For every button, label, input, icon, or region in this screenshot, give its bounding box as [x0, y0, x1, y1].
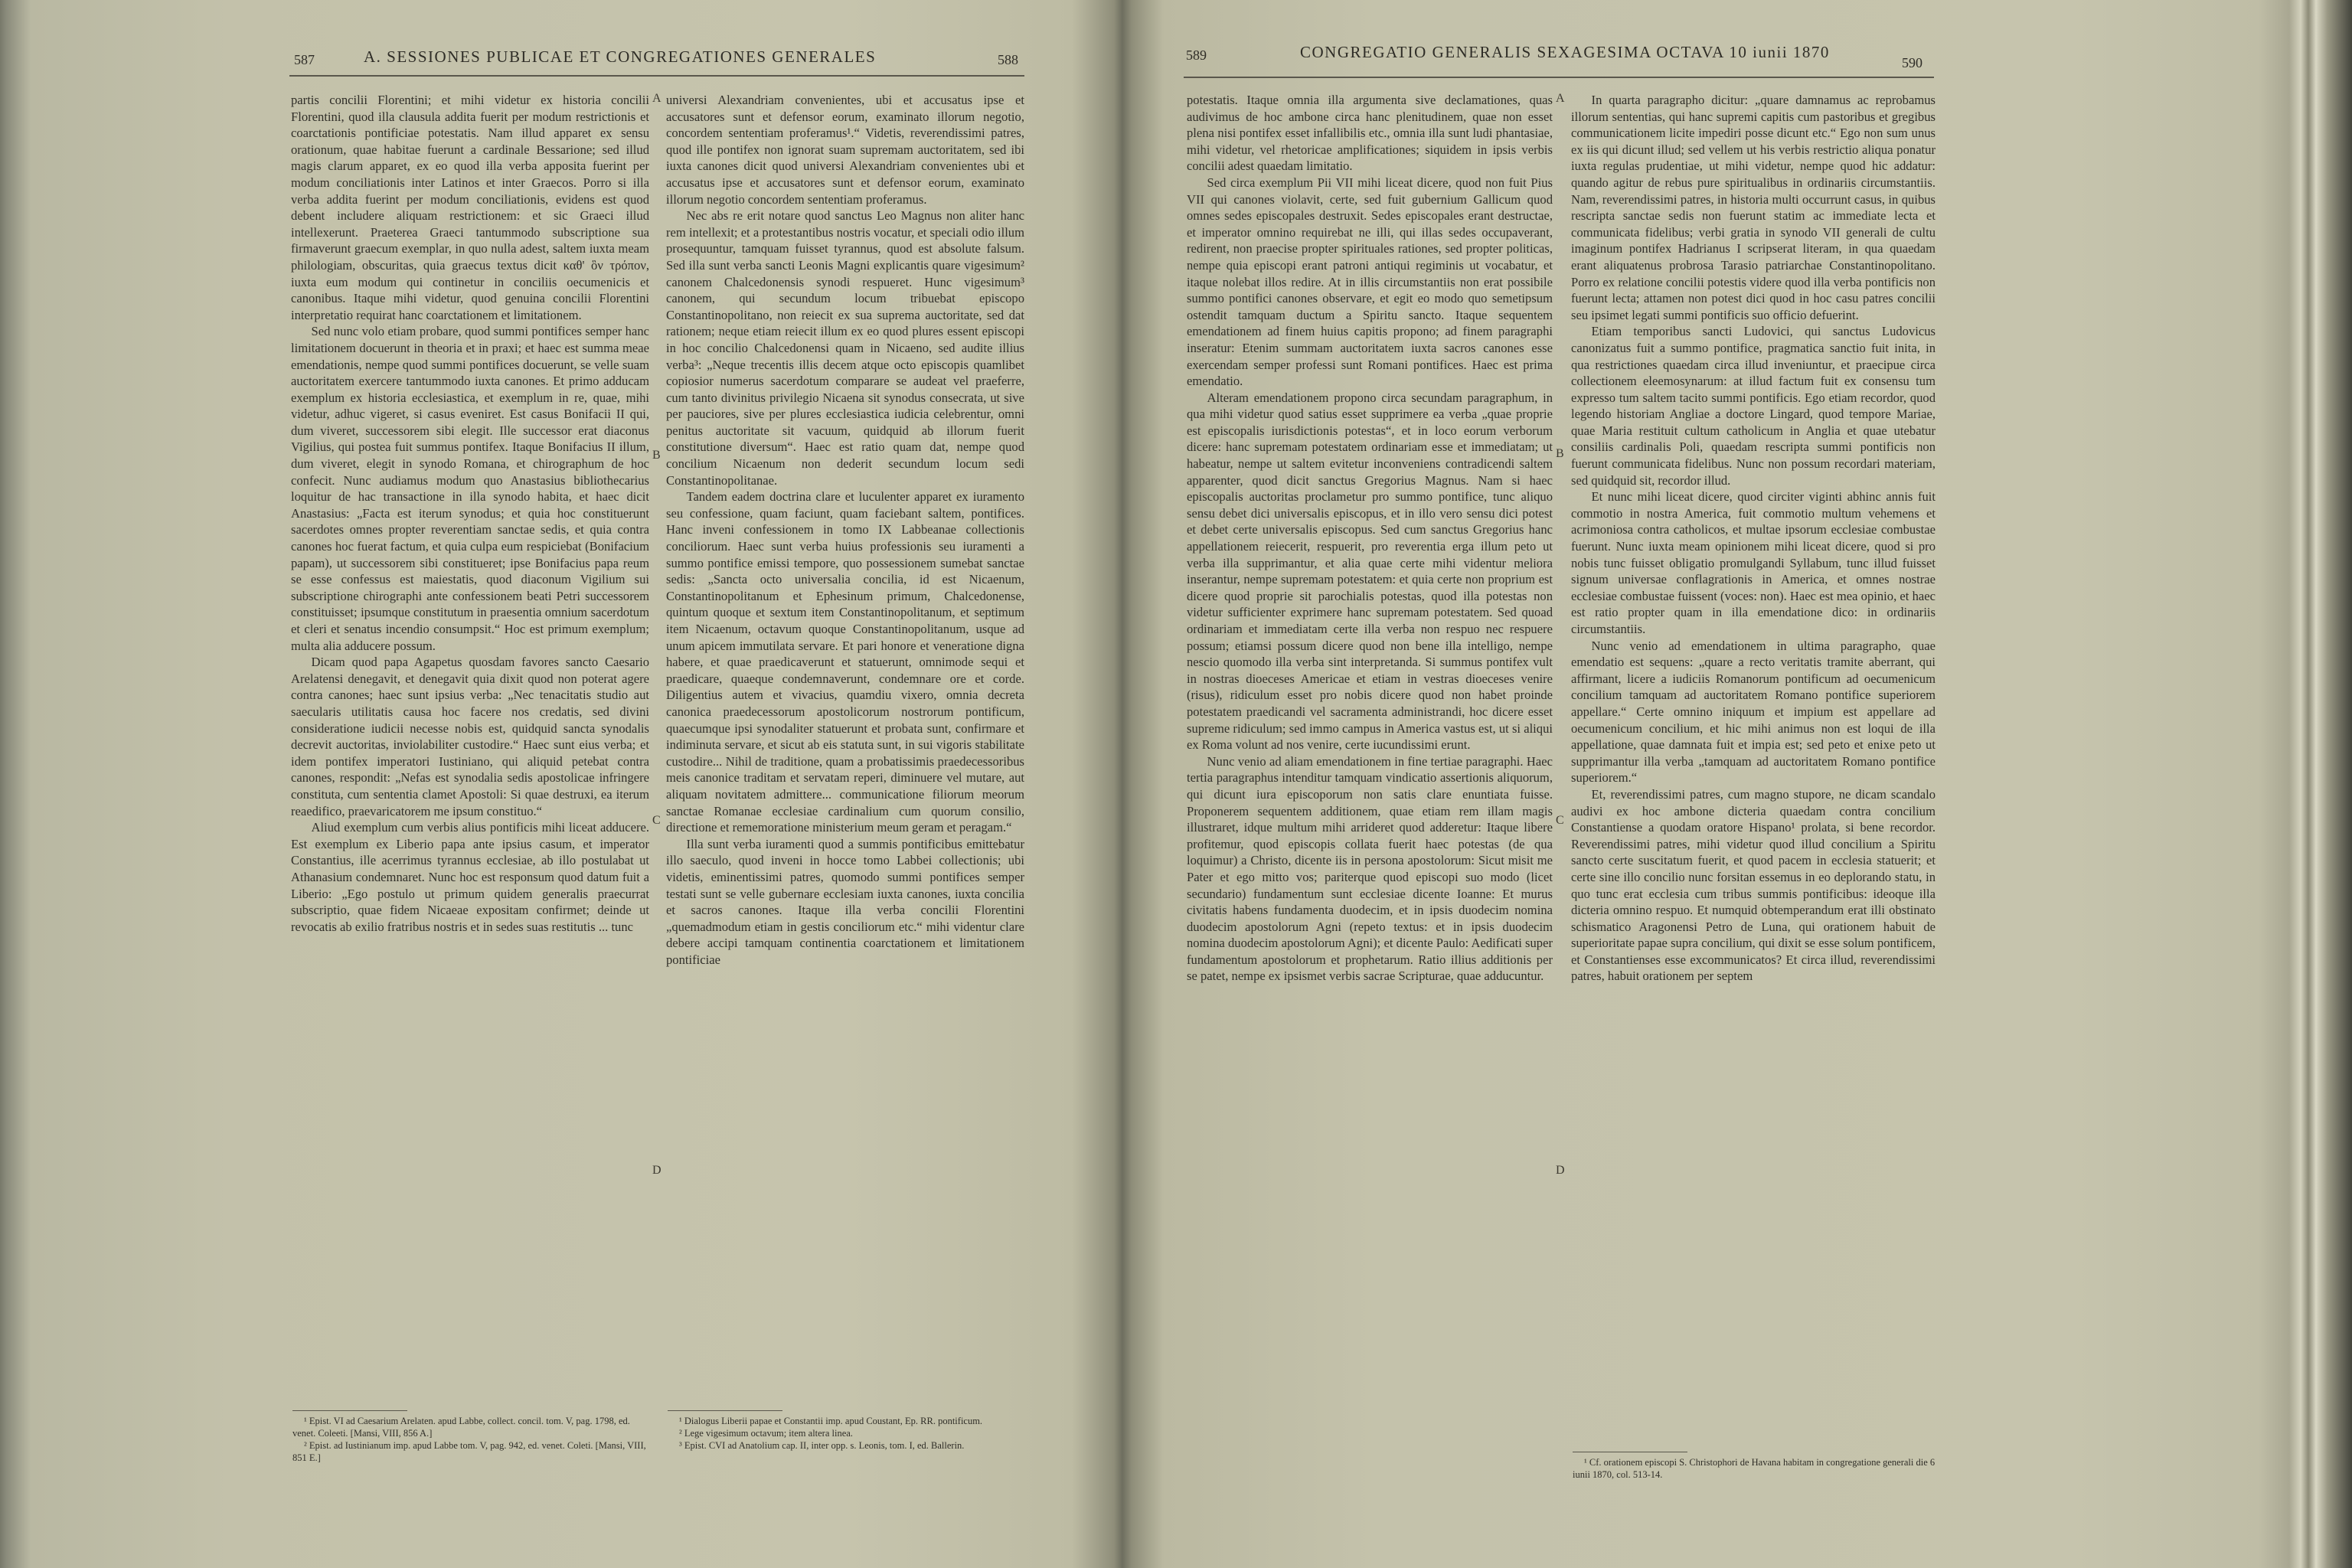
footnote: ¹ Cf. orationem episcopi S. Christophori de Havana habitam in congregatione generali die 6 iunii 1870, col. 513-14.: [1573, 1457, 1936, 1480]
left-page-col1-footnotes: [292, 1415, 649, 1499]
footnote: ² Epist. ad Iustinianum imp. apud Labbe tom. V, pag. 942, ed. venet. Coleti. [Mansi, VIII, 851 E.]: [292, 1440, 646, 1463]
paragraph: Aliud exemplum cum verbis alius pontificis mihi liceat adducere. Est exemplum ex Liberio papa ante ipsius casum, et imperator Constantius, ille acerrimus tyrannus ecclesiae, ab illo postulabat ut Athanasium condemnaret. Nunc hoc est responsum quod datum fuit a Liberio: „Ego postulo ut primum quidem generalis praecurrat subscriptio, quae fidem Nicaeae expositam confirmet; deinde ut revocatis ab exilio fratribus nostris et in sedes suas restitutis ... tunc: [291, 820, 649, 934]
left-page-col1: [291, 92, 649, 1400]
margin-letter-a: A: [1556, 92, 1565, 105]
footnote-rule: [292, 1410, 407, 1411]
left-header-title: A. SESSIONES PUBLICAE ET CONGREGATIONES GENERALES: [364, 47, 877, 66]
left-header-rule: [289, 75, 1024, 77]
footnote: ³ Epist. CVI ad Anatolium cap. II, inter opp. s. Leonis, tom. I, ed. Ballerin.: [679, 1440, 965, 1451]
paragraph: Nunc venio ad aliam emendationem in fine tertiae paragraphi. Haec tertia paragraphus intenditur tamquam vindicatio assertionis aliquorum, qui dicunt iura episcoporum non satis clare enuntiata fuisse. Proponerem sequentem additionem, quae etiam rem illam magis illustraret, idque multum mihi arrideret quod adderetur: Itaque libere profitemur, quod episcopis collata fuerit haec potestas (de qua loquimur) a Christo, dicente iis in persona apostolorum: Sicut misit me Pater et ego mitto vos; pariterque quod episcopi suo modo (licet secundario) fundamentum sunt ecclesiae dicente Ioanne: Et murus civitatis habens fundamenta duodecim, et in ipsis duodecim nomina duodecim apostolorum Agni (repeto textus: et in ipsis duodecim nomina duodecim apostolorum Agni); et dicente Paulo: Aedificati super fundamentum apostolorum et prophetarum. Ratio illius additionis per se patet, nempe ex ipsismet verbis sacrae Scripturae, quae adducuntur.: [1187, 753, 1553, 984]
page-number-588: 588: [998, 52, 1018, 67]
footnote-rule: [668, 1410, 782, 1411]
page-number-587: 587: [294, 52, 315, 67]
right-page: [1122, 0, 2352, 1568]
right-page-col2: [1571, 92, 1936, 1447]
paragraph: Illa sunt verba iuramenti quod a summis pontificibus emittebatur illo saeculo, quod inveni in hocce tomo Labbei collectionis; ubi videtis, eminentissimi patres, quomodo summi pontifices semper testati sunt se velle gubernare ecclesiam iuxta canones, iuxta concilia et sacros canones. Itaque illa verba concilii Florentini „quemadmodum etiam in gestis conciliorum etc.“ mihi videntur clare debere accipi tamquam continentia coarctationem et limitationem pontificiae: [666, 836, 1024, 967]
right-header-rule: [1184, 77, 1934, 78]
paragraph: Etiam temporibus sancti Ludovici, qui sanctus Ludovicus canonizatus fuit a summo pontifice, pragmatica sanctio fuit inita, in qua restrictiones quaedam circa illud inveniuntur, et praecipue circa collectionem eleemosynarum: at illud factum fuit ex consensu tum expresso tum saltem tacito summi pontificis. Ego etiam recordor, quod legendo historiam Angliae a doctore Lingard, quod tempore Mariae, quae Maria restituit cultum catholicum in Anglia et quae utebatur consiliis cardinalis Poli, quaedam rescripta summi pontificis non fuerunt communicata fidelibus. Nunc non possum recordari materiam, sed quidquid sit, recordor illud.: [1571, 324, 1936, 488]
paragraph: partis concilii Florentini; et mihi videtur ex historia concilii Florentini, quod illa clausula addita fuerit per modum restrictionis et coarctationis pontificiae potestatis. Nam illud apparet ex sensu orationum, quae habitae fuerunt a cardinale Bessarione; sed illud magis clarum apparet, ex eo quod illa verba apposita fuerint per modum conciliationis inter Latinos et inter Graecos. Porro si illa verba addita fuerint per modum conciliationis, evidens est quod debent includere aliquam restrictionem: et sic Graeci illud intellexerunt. Praeterea Graeci tantummodo subscriptione sua firmaverunt graecum exemplar, in quo nulla adest, saltem iuxta meam philologiam, obscuritas, quia graecus textus dicit καθ' ὃν τρόπον, iuxta eum modum qui continetur in conciliis oecumenicis et canonibus. Itaque mihi videtur, quod genuina concilii Florentini interpretatio requirat hanc coarctationem et limitationem.: [291, 93, 649, 322]
left-page-col2: [666, 92, 1024, 1400]
footnote: ² Lege vigesimum octavum; item altera linea.: [679, 1428, 853, 1439]
page-number-589: 589: [1186, 47, 1207, 63]
paragraph: Sed circa exemplum Pii VII mihi liceat dicere, quod non fuit Pius VII qui canones violavit, certe, sed fuit gubernium Gallicum quod omnes sedes episcopales destruxit. Sedes episcopales erant destructae, et imperator omnino requirebat ne illi, qui illas sedes occupaverant, redirent, non praecise propter spirituales rationes, sed propter politicas, nempe quia episcopi erant patroni antiqui regiminis ut vocabatur, et itaque nolebat illos redire. At in illis circumstantiis non erat possibile summo pontifici canones observare, et egit eo modo quo semetipsum ostendit tamquam ductum a Spiritu sancto. Itaque sequentem emendationem ad finem huius capitis propono; ad finem paragraphi inseratur: Etenim summam auctoritatem iuxta sacros canones esse exercendam semper professi sunt Romani pontifices. Haec est prima emendatio.: [1187, 175, 1553, 389]
margin-letter-d: D: [652, 1164, 662, 1177]
paragraph: Et, reverendissimi patres, cum magno stupore, ne dicam scandalo audivi ex hoc ambone dicteria quaedam contra concilium Constantiense a quodam oratore Hispano¹ prolata, si bene recordor. Reverendissimi patres, mihi videtur quod illud concilium a Spiritu sancto certe suscitatum fuerit, et quod pacem in ecclesia statuerit; et certe sine illo concilio nunc forsitan essemus in eo deplorando statu, in quo tunc erat ecclesia cum tribus summis pontificibus: ideoque illa dicteria omnino respuo. Et numquid obtemperandum erat illi obstinato schismatico Aragonensi Petro de Luna, qui orationem habuit de superioritate papae supra concilium, qui dixit se esse solum pontificem, et Constantienses esse excommunicatos? Et circa illud, reverendissimi patres, habuit orationem per septem: [1571, 786, 1936, 984]
footnote: ¹ Epist. VI ad Caesarium Arelaten. apud Labbe, collect. concil. tom. V, pag. 1798, ed. venet. Coleeti. [Mansi, VIII, 856 A.]: [292, 1416, 630, 1439]
right-running-head: [1122, 43, 2352, 75]
margin-letter-b: B: [652, 449, 661, 462]
paragraph: Sed nunc volo etiam probare, quod summi pontifices semper hanc limitationem docuerunt in theoria et in praxi; et haec est summa meae emendationis, nempe quod summi pontifices docuerunt, se velle suam auctoritatem exercere tantummodo iuxta canones. Et primo adducam exemplum ex historia ecclesiastica, et exemplum in re, quae, mihi videtur, adhuc vigeret, si casus eveniret. Est casus Bonifacii II qui, dum viveret, successorem sibi elegit. Ille successor erat diaconus Vigilius, qui postea fuit summus pontifex. Itaque Bonifacius II illum, dum viveret, elegit in synodo Romana, et chirographum de hoc confecit. Nunc audiamus modum quo Anastasius bibliothecarius loquitur de hac transactione in illa synodo habita, et haec dicit Anastasius: „Facta est iterum synodus; et quia hoc constituerunt sacerdotes omnes propter reverentiam sanctae sedis, et quia contra canones hoc fuerat factum, et quia culpa eum respiciebat (Bonifacium papam), ut successorem sibi constitueret; ipse Bonifacius papa reum se esse confessus est maiestatis, quod diaconum Vigilium sui subscriptione chirographi ante confessionem beati Petri successorem constituisset; ipsumque constitutum in praesentia omnium sacerdotum et cleri et senatus incendio consumpsit.“ Hoc est primum exemplum; multa alia adducere possum.: [291, 324, 649, 653]
right-header-title: CONGREGATIO GENERALIS SEXAGESIMA OCTAVA 10 iunii 1870: [1300, 43, 1830, 61]
left-running-head: [0, 47, 1122, 75]
margin-letter-c: C: [652, 814, 661, 827]
paragraph: In quarta paragrapho dicitur: „quare damnamus ac reprobamus illorum sententias, qui hanc supremi capitis cum pastoribus et gregibus communicationem licite impediri posse dicunt etc.“ Ego non sum unus ex iis qui dicunt illud; sed vellem ut his verbis restrictio aliqua ponatur iuxta regulas prudentiae, ut mihi videtur, nempe quod hic addatur: quando agitur de rebus pure spiritualibus in ordinariis circumstantiis. Nam, reverendissimi patres, in historia multi occurrunt casus, in quibus rescripta sanctae sedis non fuerunt statim ac immediate lecta et communicata fidelibus; verbi gratia in synodo VII generali de cultu imaginum pontifex Hadrianus I scripserat literam, in qua quaedam erant aliquatenus probrosa Tarasio patriarchae Constantinopolitano. Porro ex relatione concilii potestis videre quod illa verba pontificis non fuerunt lecta; attamen non potest dici quod in hoc casu patres concilii seu ipsimet legati summi pontificis suo officio defuerint.: [1571, 93, 1936, 322]
paragraph: universi Alexandriam convenientes, ubi et accusatus ipse et accusatores sunt et defensor eorum, examinato illorum negotio, concordem sententiam proferamus¹.“ Videtis, reverendissimi patres, quod ille pontifex non ignorat suam supremam auctoritatem, sed ibi iuxta canones dicit quod universi Alexandriam convenientes ubi et accusatus ipse et accusatores sunt et defensor eorum, examinato illorum negotio concordem sententiam proferamus.: [666, 93, 1024, 207]
page-number-590: 590: [1902, 55, 1922, 70]
margin-letter-a: A: [652, 92, 662, 105]
paragraph: Nec abs re erit notare quod sanctus Leo Magnus non aliter hanc rem intellexit; et a protestantibus nostris vocatur, et speciali odio illum prosequuntur, tamquam fuisset tyrannus, quod est absolute falsum. Sed illa sunt verba sancti Leonis Magni explicantis quare vigesimum² canonem Chalcedonensis synodi respueret. Hunc vigesimum³ canonem, qui secundum locum tribuebat episcopo Constantinopolitano, non reiecit ex sua suprema auctoritate, sed dat rationem; neque etiam reiecit illum ex eo quod plures essent episcopi in hoc concilio Chalcedonensi quam in Nicaeno, sed audite illius verba³: „Neque trecentis illis decem atque octo episcopis quamlibet copiosior numerus sacerdotum comparare se audeat vel praeferre, cum tanto divinitus privilegio Nicaena sit synodus consecrata, ut sive per pauciores, sive per plures ecclesiastica iudicia celebrentur, omni penitus auctoritate sit vacuum, quidquid ab illorum fuerit constitutione diversum“. Haec est ratio quam dat, nempe quod concilium Nicaenum non dederit secundum locum sedi Constantinopolitanae.: [666, 208, 1024, 488]
left-page-col2-footnotes: [668, 1415, 1024, 1499]
paragraph: Nunc venio ad emendationem in ultima paragrapho, quae emendatio est sequens: „quare a recto veritatis tramite aberrant, qui affirmant, licere a iudiciis Romanorum pontificum ad oecumenicum concilium tamquam ad auctoritatem Romano pontifice superiorem appellare.“ Certe omnino iniquum et impium est appellare ad oecumenicum concilium, et hic mihi animus non est loqui de illa appellatione, quae damnata fuit et impia est; sed peto et enixe peto ut supprimantur illa verba „tamquam ad auctoritatem Romano pontifice superiorem.“: [1571, 638, 1936, 786]
margin-letter-c: C: [1556, 814, 1564, 827]
margin-letter-b: B: [1556, 447, 1564, 460]
paragraph: potestatis. Itaque omnia illa argumenta sive declamationes, quas audivimus de hoc ambone circa hanc plenitudinem, quae non esset plena nisi pontifex esset infallibilis etc., omnia illa sunt ludi phantasiae, mihi videtur, vel rhetoricae amplificationes; siquidem in ipsis verbis concilii adest quaedam limitatio.: [1187, 93, 1553, 174]
margin-letter-d: D: [1556, 1164, 1565, 1177]
paragraph: Dicam quod papa Agapetus quosdam favores sancto Caesario Arelatensi denegavit, et denegavit quia dixit quod non poterat agere contra canones; haec sunt ipsius verba: „Nec tenacitatis studio aut saecularis utilitatis causa hoc facere nos credatis, sed divini consideratione iudicii necesse nobis est, quidquid sancta synodalis decrevit auctoritas, inviolabiliter custodire.“ Haec sunt eius verba; et idem pontifex imperatori Iustiniano, qui aliquid petebat contra canones, respondit: „Nefas est synodalia sedis apostolicae infringere constituta, cum sententia clamet Apostoli: Si quae destruxi, ea iterum reaedifico, praevaricatorem me ipsum constituo.“: [291, 655, 649, 818]
left-page: [0, 0, 1122, 1568]
paragraph: Tandem eadem doctrina clare et luculenter apparet ex iuramento seu confessione, quam faciunt, quam faciebant saltem, pontifices. Hanc inveni confessionem in tomo IX Labbeanae collectionis conciliorum. Haec sunt verba huius professionis seu iuramenti a summo pontifice emissi tempore, quo possessionem sumebat sanctae sedis: „Sancta octo universalia concilia, id est Nicaenum, Constantinopolitanum et Ephesinum primum, Chalcedonense, quintum quoque et sextum item Constantinopolitanum, et septimum item Nicaenum, octavum quoque Constantinopolitanum, usque ad unum apicem immutilata servare. Et pari honore et veneratione digna habere, et quae praedicaverunt et statuerunt, omnimode sequi et praedicare, quaeque condemnaverunt, condemnare ore et corde. Diligentius autem et vivacius, quamdiu vixero, omnia decreta canonica praedecessorum apostolicorum nostrorum pontificum, quaecumque ipsi synodaliter statuerunt et probata sunt, confirmare et indiminuta servare, et sicut ab eis statuta sunt, in sui vigoris stabilitate custodire... Nihil de traditione, quam a probatissimis praedecessoribus meis canonice traditam et servatam reperi, diminuere vel mutare, aut aliquam novitatem admittere... communicatione filiorum meorum sanctae Romanae ecclesiae cardinalium cum quorum consilio, directione et rememoratione ministerium meum geram et peragam.“: [666, 489, 1024, 835]
footnote: ¹ Dialogus Liberii papae et Constantii imp. apud Coustant, Ep. RR. pontificum.: [679, 1416, 983, 1426]
right-page-col2-footnotes: [1573, 1456, 1936, 1487]
paragraph: Alteram emendationem propono circa secundam paragraphum, in qua mihi videtur quod satius esset supprimere ea verba „quae proprie est episcopalis iurisdictionis potestas“, et in loco eorum verborum dicere: hanc supremam potestatem ordinariam esse et immediatam; ut habeatur, nempe ut saltem evitetur inconveniens contradicendi saltem apparenter, quod dicit sanctus Gregorius Magnus. Nam si haec episcopalis auctoritas proclametur pro summo pontifice, tunc aliquo sensu debet dici universalis episcopus, et in illo vero sensu dici potest et debet certe universalis episcopus. Sed cum sanctus Gregorius hanc appellationem reiecerit, respuerit, pro reverentia erga illum peto ut verba illa supprimantur, et alia quae certe mihi videntur meliora inserantur, nempe supremam potestatem: et quia certe non proprium est dicere quod proprie sit parochialis potestas, quod illa potestas non videtur sufficienter exprimere hanc supremam potestatem. Sed quoad ordinariam et immediatam certe illa verba non respuo nec respuere possum; etiamsi possum dicere quod non bene illa intelligo, nempe nescio quomodo illa verba sint interpretanda. Si summus pontifex vult in nostras dioeceses Americae et etiam in vestras dioeceses venire (risus), ridiculum esset pro nobis dicere quod non habet proinde potestatem praedicandi vel sacramenta administrandi, hoc dicere esset supreme ridiculum; sed immo campus in America vastus est, ut si aliqui ex Roma volunt ad nos venire, certe iucundissimi erunt.: [1187, 390, 1553, 753]
right-page-col1: [1187, 92, 1553, 1447]
paragraph: Et nunc mihi liceat dicere, quod circiter viginti abhinc annis fuit commotio in nostra America, fuit commotio multum vehemens et acrimoniosa contra catholicos, et multae ipsorum ecclesiae combustae fuerunt. Nunc iuxta meam opinionem mihi liceat dicere, quod si pro nobis tunc fuisset obligatio promulgandi Syllabum, tunc illud fuisset signum universae conflagrationis in America, et omnes nostrae ecclesiae combustae fuissent (voces: non). Haec est mea opinio, et haec est ratio propter quam in illa emendatione dico: in ordinariis circumstantiis.: [1571, 489, 1936, 636]
